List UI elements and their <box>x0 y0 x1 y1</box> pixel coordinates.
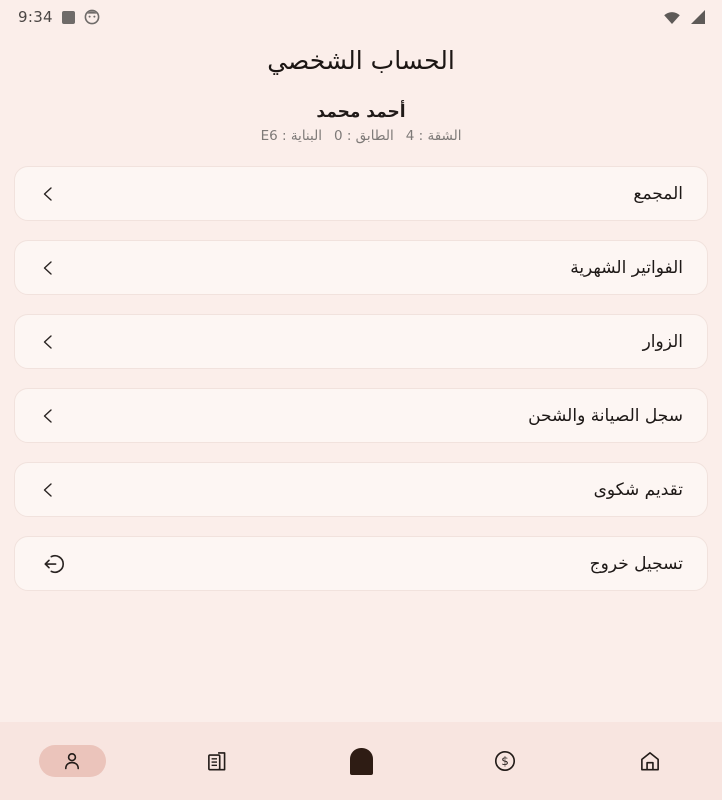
menu-item-logout[interactable] <box>14 536 708 591</box>
menu-item-label: الفواتير الشهرية <box>570 257 683 278</box>
floor-value: الطابق : 0 <box>333 128 394 144</box>
menu-item-monthly-bills[interactable] <box>14 240 708 295</box>
menu-item-label: المجمع <box>633 183 683 204</box>
face-icon <box>84 9 100 25</box>
nav-item-home[interactable] <box>578 722 722 800</box>
clock-time: 9:34 <box>18 8 53 26</box>
user-name: أحمد محمد <box>316 102 406 122</box>
building-icon <box>204 748 230 774</box>
menu-item-label: الزوار <box>642 331 683 352</box>
menu-item-visitors[interactable] <box>14 314 708 369</box>
chevron-left-icon <box>41 408 54 424</box>
active-pill <box>39 745 106 777</box>
signal-icon <box>690 10 706 25</box>
home-icon <box>637 748 663 774</box>
person-icon <box>60 749 84 773</box>
chevron-left-icon <box>41 482 54 498</box>
building-value: البناية : E6 <box>260 128 322 144</box>
chevron-left-icon <box>41 334 54 350</box>
arch-icon <box>350 748 373 775</box>
wifi-icon <box>663 10 681 25</box>
menu-item-label: تقديم شكوى <box>593 479 683 500</box>
nav-item-payments[interactable] <box>433 722 577 800</box>
nav-item-news[interactable] <box>144 722 288 800</box>
chevron-left-icon <box>41 260 54 276</box>
chevron-left-icon <box>41 186 54 202</box>
page-title: الحساب الشخصي <box>267 46 455 75</box>
square-notification-icon <box>62 11 75 24</box>
dollar-icon <box>492 748 518 774</box>
nav-item-profile[interactable] <box>0 722 144 800</box>
nav-item-center[interactable] <box>289 722 433 800</box>
menu-item-label: تسجيل خروج <box>589 553 683 574</box>
svg-text:$: $ <box>501 754 510 769</box>
logout-icon <box>41 551 67 577</box>
menu-item-submit-complaint[interactable] <box>14 462 708 517</box>
menu-item-maintenance-log[interactable] <box>14 388 708 443</box>
apartment-value: الشقة : 4 <box>405 128 462 144</box>
unit-info <box>0 128 722 144</box>
menu-item-label: سجل الصيانة والشحن <box>528 405 683 426</box>
status-bar <box>0 0 722 34</box>
account-menu <box>0 166 722 591</box>
menu-item-compound[interactable] <box>14 166 708 221</box>
bottom-nav-bar <box>0 722 722 800</box>
